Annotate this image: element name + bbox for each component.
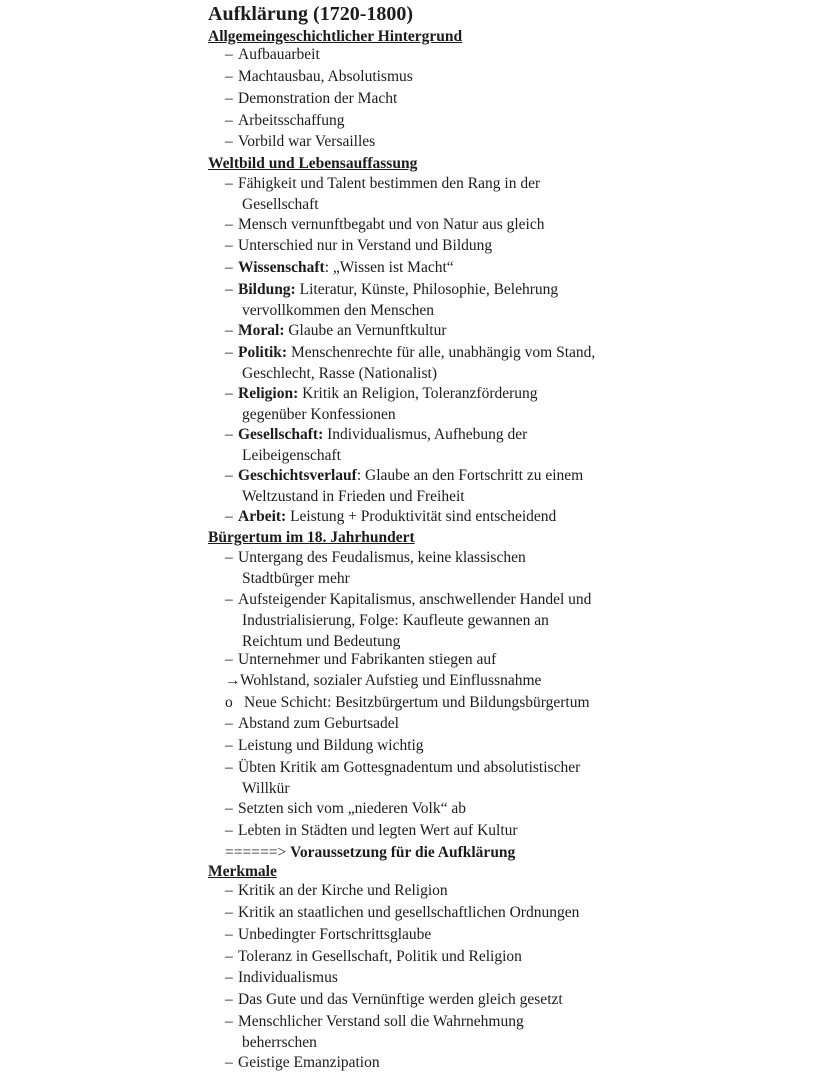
list-item: – Politik: Menschenrechte für alle, unabhängig vom Stand, Geschlecht, Rasse (Nationalist) <box>225 344 596 382</box>
page-title: Aufklärung (1720-1800) <box>208 3 414 25</box>
list-item: – Geschichtsverlauf: Glaube an den Fortschritt zu einem Weltzustand in Frieden und Freiheit <box>225 467 584 505</box>
heading-hintergrund: Allgemeingeschichtlicher Hintergrund <box>208 28 463 45</box>
list-item-arrow: → Wohlstand, sozialer Aufstieg und Einflussnahme <box>225 672 542 689</box>
list-item: – Das Gute und das Vernünftige werden gleich gesetzt <box>225 991 563 1008</box>
list-item: – Demonstration der Macht <box>225 90 398 107</box>
list-item: – Unterschied nur in Verstand und Bildung <box>225 237 493 254</box>
list-item: – Vorbild war Versailles <box>225 133 376 150</box>
list-item: – Aufbauarbeit <box>225 46 320 63</box>
list-item: – Mensch vernunftbegabt und von Natur aus gleich <box>225 216 545 233</box>
list-item: – Fähigkeit und Talent bestimmen den Rang in der Gesellschaft <box>225 175 541 213</box>
conclusion-line: ======> Voraussetzung für die Aufklärung <box>225 844 516 861</box>
circle-bullet-icon: o <box>225 694 233 711</box>
double-arrow-icon: ======> <box>225 844 287 861</box>
heading-weltbild: Weltbild und Lebensauffassung <box>208 155 418 172</box>
list-item: – Aufsteigender Kapitalismus, anschwellender Handel und Industrialisierung, Folge: Kaufleute gewannen an Reichtum und Bedeutung <box>225 591 592 650</box>
list-item: – Individualismus <box>225 969 338 986</box>
list-item: – Abstand zum Geburtsadel <box>225 715 399 732</box>
list-item: – Unternehmer und Fabrikanten stiegen auf <box>225 651 497 668</box>
list-item: – Setzten sich vom „niederen Volk“ ab <box>225 800 466 817</box>
list-item: – Menschlicher Verstand soll die Wahrnehmung beherrschen <box>225 1013 524 1051</box>
arrow-icon: → <box>225 672 241 689</box>
heading-merkmale: Merkmale <box>208 863 277 880</box>
list-item: – Geistige Emanzipation <box>225 1054 380 1071</box>
list-item: – Untergang des Feudalismus, keine klassischen Stadtbürger mehr <box>225 549 526 587</box>
list-item: – Moral: Glaube an Vernunftkultur <box>225 322 447 339</box>
list-item: – Übten Kritik am Gottesgnadentum und absolutistischer Willkür <box>225 759 581 797</box>
list-item: – Wissenschaft: „Wissen ist Macht“ <box>225 259 454 276</box>
list-item: – Arbeitsschaffung <box>225 112 345 129</box>
list-item: – Kritik an staatlichen und gesellschaftlichen Ordnungen <box>225 904 580 921</box>
list-item: – Kritik an der Kirche und Religion <box>225 882 448 899</box>
list-item: – Religion: Kritik an Religion, Toleranzförderung gegenüber Konfessionen <box>225 385 538 423</box>
list-item: – Gesellschaft: Individualismus, Aufhebung der Leibeigenschaft <box>225 426 528 464</box>
list-item: – Lebten in Städten und legten Wert auf Kultur <box>225 822 518 839</box>
list-item: – Machtausbau, Absolutismus <box>225 68 413 85</box>
list-item-circle: o Neue Schicht: Besitzbürgertum und Bildungsbürgertum <box>225 694 590 711</box>
list-item: – Toleranz in Gesellschaft, Politik und Religion <box>225 948 522 965</box>
list-item: – Arbeit: Leistung + Produktivität sind entscheidend <box>225 508 557 525</box>
list-item: – Leistung und Bildung wichtig <box>225 737 424 754</box>
list-item: – Unbedingter Fortschrittsglaube <box>225 926 432 943</box>
list-item: – Bildung: Literatur, Künste, Philosophie, Belehrung vervollkommen den Menschen <box>225 281 559 319</box>
heading-buergertum: Bürgertum im 18. Jahrhundert <box>208 529 415 546</box>
